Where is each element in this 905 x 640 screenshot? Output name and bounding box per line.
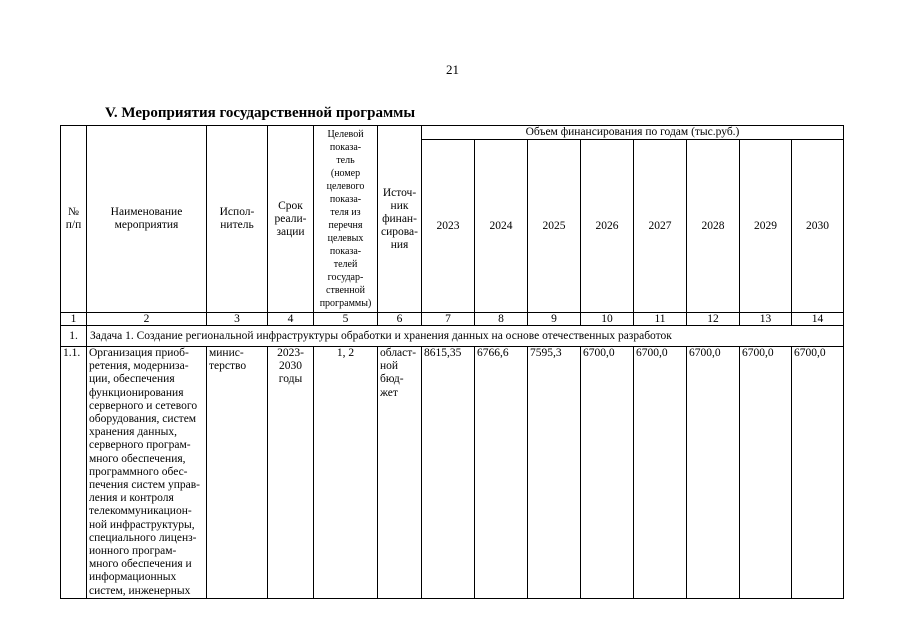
column-number: 1	[61, 313, 87, 326]
header-year: 2025	[528, 140, 581, 313]
funding-value: 6766,6	[475, 347, 528, 599]
funding-value: 8615,35	[422, 347, 475, 599]
section-title: V. Мероприятия государственной программы	[105, 105, 416, 121]
task-title: Задача 1. Создание региональной инфраструктуры обработки и хранения данных на основе отечественных разработок	[87, 326, 844, 347]
row-number: 1.1.	[61, 347, 87, 599]
header-number: № п/п	[61, 126, 87, 313]
column-number: 14	[792, 313, 844, 326]
header-term: Срок реали-зации	[268, 126, 314, 313]
header-year: 2030	[792, 140, 844, 313]
header-year: 2028	[687, 140, 740, 313]
funding-value: 7595,3	[528, 347, 581, 599]
column-number: 6	[378, 313, 422, 326]
program-activities-table	[60, 125, 844, 599]
column-number: 4	[268, 313, 314, 326]
column-number: 8	[475, 313, 528, 326]
page-number: 21	[446, 62, 459, 77]
funding-value: 6700,0	[792, 347, 844, 599]
column-number: 10	[581, 313, 634, 326]
header-year: 2029	[740, 140, 792, 313]
header-funding-by-years: Объем финансирования по годам (тыс.руб.)	[422, 126, 844, 140]
header-year: 2026	[581, 140, 634, 313]
column-number: 9	[528, 313, 581, 326]
header-activity-name: Наименование мероприятия	[87, 126, 207, 313]
funding-source: област- ной бюд- жет	[378, 347, 422, 599]
column-number: 5	[314, 313, 378, 326]
header-funding-source: Источ- ник финан- сирова- ния	[378, 126, 422, 313]
target-indicator: 1, 2	[314, 347, 378, 599]
header-year: 2027	[634, 140, 687, 313]
funding-value: 6700,0	[687, 347, 740, 599]
funding-value: 6700,0	[581, 347, 634, 599]
header-year: 2023	[422, 140, 475, 313]
implementation-term: 2023- 2030 годы	[268, 347, 314, 599]
funding-value: 6700,0	[634, 347, 687, 599]
header-year: 2024	[475, 140, 528, 313]
column-number: 3	[207, 313, 268, 326]
column-number: 7	[422, 313, 475, 326]
column-number: 13	[740, 313, 792, 326]
activity-name: Организация приоб- ретения, модерниза- ции, обеспечения функционирования серверного и сетевого оборудования, систем хранения данных, серверного програм- много обеспечения, программного обес- печения систем управ- ления и контроля телекоммуникацион- ной инфраструктуры, специального лиценз- ионного програм- много обеспечения и информационных систем, инженерных	[87, 347, 207, 599]
column-number: 2	[87, 313, 207, 326]
executor: минис- терство	[207, 347, 268, 599]
header-target-indicator: Целевой показа- тель (номер целевого показа- теля из перечня целевых показа- телей государ- ственной программы)	[314, 126, 378, 313]
header-executor: Испол-нитель	[207, 126, 268, 313]
column-number: 11	[634, 313, 687, 326]
table-row	[61, 347, 844, 599]
column-number: 12	[687, 313, 740, 326]
funding-value: 6700,0	[740, 347, 792, 599]
task-number: 1.	[61, 326, 87, 347]
